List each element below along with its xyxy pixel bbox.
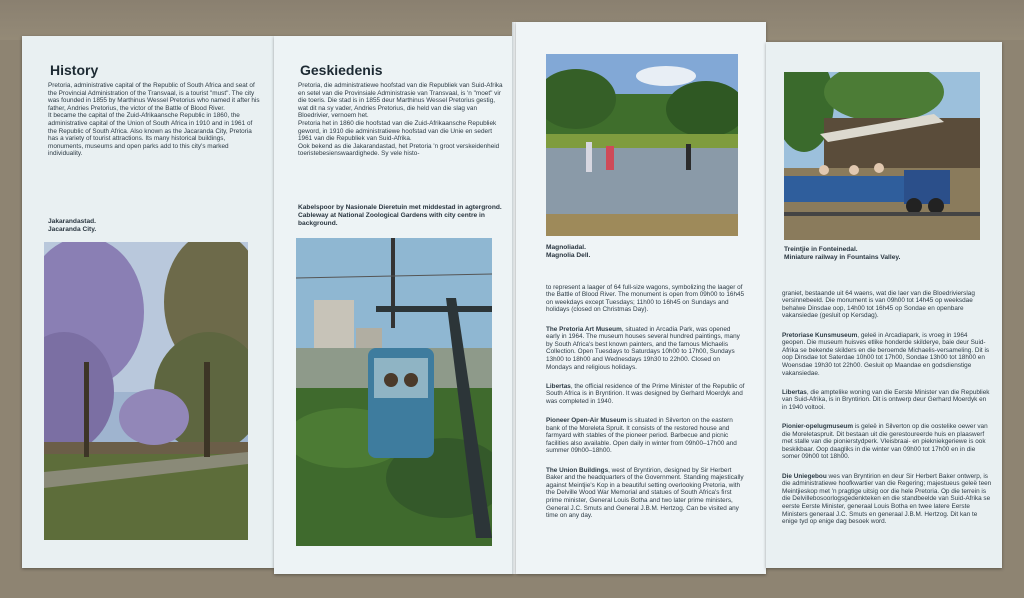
brochure-panel-attractions-afrikaans xyxy=(766,42,1002,568)
miniature-railway-photo xyxy=(784,72,980,240)
text-paragraph: Pretoriase Kunsmuseum, geleë in Arcadiapark, is vroeg in 1964 geopen. Die museum huisves etlike honderde skilderye, baie deur Suid-Afrika se bekende skilders en die beroemde Michaelis-versameling. Dit is oop Dinsdae tot Saterdae 10h00 tot 17h00, Sondae 13h00 tot 18h00 en Woensdae 19h30 tot 22h00. Gesluit op Maandae en godsdienstige vakansiedae. xyxy=(782,331,990,377)
jacaranda-caption: Jakarandastad. Jacaranda City. xyxy=(48,218,97,233)
miniature-railway-caption: Treintjie in Fonteinedal. Miniature railway in Fountains Valley. xyxy=(784,246,901,261)
attractions-afrikaans-text xyxy=(782,282,992,537)
text-paragraph: Die Uniegebou wes van Bryntirion en deur Sir Herbert Baker ontwerp, is die administratiewe hoofkwartier van die Regering; majestueus geleë teen Meintjieskop met 'n pragtige uitsig oor die hele Pretoria. Op die terrein is die Delvillebosoorlogsgedenkteken en die standbeelde van Suid-Afrika se eerste Eerste Minister, generaal Louis Botha en twee latere Eerste Ministers generaal J.C. Smuts en generaal J.B.M. Hertzog. Dit kan te enige tyd op enige dag besoek word. xyxy=(782,472,992,526)
attractions-english-text xyxy=(546,276,746,531)
text-paragraph: graniet, bestaande uit 64 waens, wat die laer van die Bloedrivierslag versinnebeeld. Die monument is van 09h00 tot 14h45 op weeksdae behalwe Dinsdae oop, 14h00 tot 16h45 op Sondae en openbare vakansiedae (gesluit op Kersdag). xyxy=(782,289,975,320)
magnolia-dell-photo xyxy=(546,54,738,236)
text-paragraph: to represent a laager of 64 full-size wagons, symbolizing the laager of the Battle of Blood River. The monument is open from 09h00 to 16h45 on weekdays except Tuesdays; 11h00 to 16h45 on Sundays and holidays (closed on Christmas Day). xyxy=(546,283,745,314)
text-paragraph: Libertas, the official residence of the Prime Minister of the Republic of South Africa is in Bryntirion. It was designed by Gerhard Moerdyk and was completed in 1940. xyxy=(546,382,745,405)
text-paragraph: The Pretoria Art Museum, situated in Arcadia Park, was opened early in 1964. The museum houses several hundred paintings, many by South Africa's best known painters, and the famous Michaelis Collection. Open Tuesdays to Saturdays 10h00 to 17h00, Sundays 13h00 to 18h00 and Wednesdays 19h30 to 22h00. Closed on Mondays and religious holidays. xyxy=(546,325,740,371)
brochure-panel-attractions-english xyxy=(516,22,766,574)
geskiedenis-text: Pretoria, die administratiewe hoofstad van die Republiek van Suid-Afrika en setel van die Provinsiale Administrasie van Transvaal, is 'n "moet" vir die toeris. Die stad is in 1855 deur Marthinus Wessel Pretorius gestig, wat dit na sy vader, Andries Pretorius, die held van die slag van Bloedrivier, vernoem het. Pretoria het in 1860 die hoofstad van die Zuid-Afrikaansche Republiek geword, in 1910 die administratiewe hoofstad van die Unie en sedert 1961 van die Republiek van Suid-Afrika. Ook bekend as die Jakarandastad, het Pretoria 'n groot verskeidenheid toeristebesienswaardighede. Sy vele histo- xyxy=(298,82,503,158)
cableway-photo xyxy=(296,238,492,546)
geskiedenis-title: Geskiedenis xyxy=(300,62,383,78)
text-paragraph: Pioneer Open-Air Museum is situated in Silverton on the eastern bank of the Moreleta Spruit. It consists of the restored house and farmyard with stables of the pioneer period. Barbecue and picnic facilities also available. Open daily in winter from 09h00–17h00 and summer 09h00–18h00. xyxy=(546,417,737,455)
brochure-panel-geskiedenis xyxy=(274,36,514,574)
cableway-caption: Kabelspoor by Nasionale Dieretuin met middestad in agtergrond. Cableway at National Zoological Gardens with city centre in background. xyxy=(298,204,502,227)
magnolia-dell-caption: Magnoliadal. Magnolia Dell. xyxy=(546,244,591,259)
text-paragraph: Libertas, die amptelike woning van die Eerste Minister van die Republiek van Suid-Afrika, is in Bryntirion. Dit is ontwerp deur Gerhard Moerdyk en in 1940 voltooi. xyxy=(782,388,990,411)
text-paragraph: Pionier-opelugmuseum is geleë in Silverton op die oostelike oewer van die Moreletaspruit. Dit bestaan uit die gerestoureerde huis en plaaswerf met stalle van die pionierstydperk. Vleisbraai- en piekniekgeriewe is ook beskikbaar. Oop daagliks in die winter van 09h00 tot 17h00 en in die somer 09h00 tot 18h00. xyxy=(782,423,988,461)
brochure-panel-history xyxy=(22,36,274,568)
jacaranda-city-photo xyxy=(44,242,248,540)
history-title: History xyxy=(50,62,99,78)
history-text: Pretoria, administrative capital of the Republic of South Africa and seat of the Provincial Administration of the Transvaal, is a tourist "must". The city was founded in 1855 by Marthinus Wessel Pretorius who named it after his father, Andries Pretorius, the victor of the Battle of Blood River. It became the capital of the Zuid-Afrikaansche Republic in 1860, the administrative capital of the Union of South Africa in 1910 and in 1961 of the Republic of South Africa. Also known as the Jacaranda City, Pretoria has a variety of tourist attractions. Its many historical buildings, monuments, museums and open parks add to this city's marked individuality. xyxy=(48,82,260,158)
text-paragraph: The Union Buildings, west of Bryntirion, designed by Sir Herbert Baker and the headquarters of the Government. Standing majestically against Meintjie's Kop in a beautiful setting overlooking Pretoria, with the Delville Wood War Memorial and statues of South Africa's first prime minister, General Louis Botha and two later prime ministers, General J.C. Smuts and General J.B.M. Hertzog. Can be visited any time on any day. xyxy=(546,466,744,520)
